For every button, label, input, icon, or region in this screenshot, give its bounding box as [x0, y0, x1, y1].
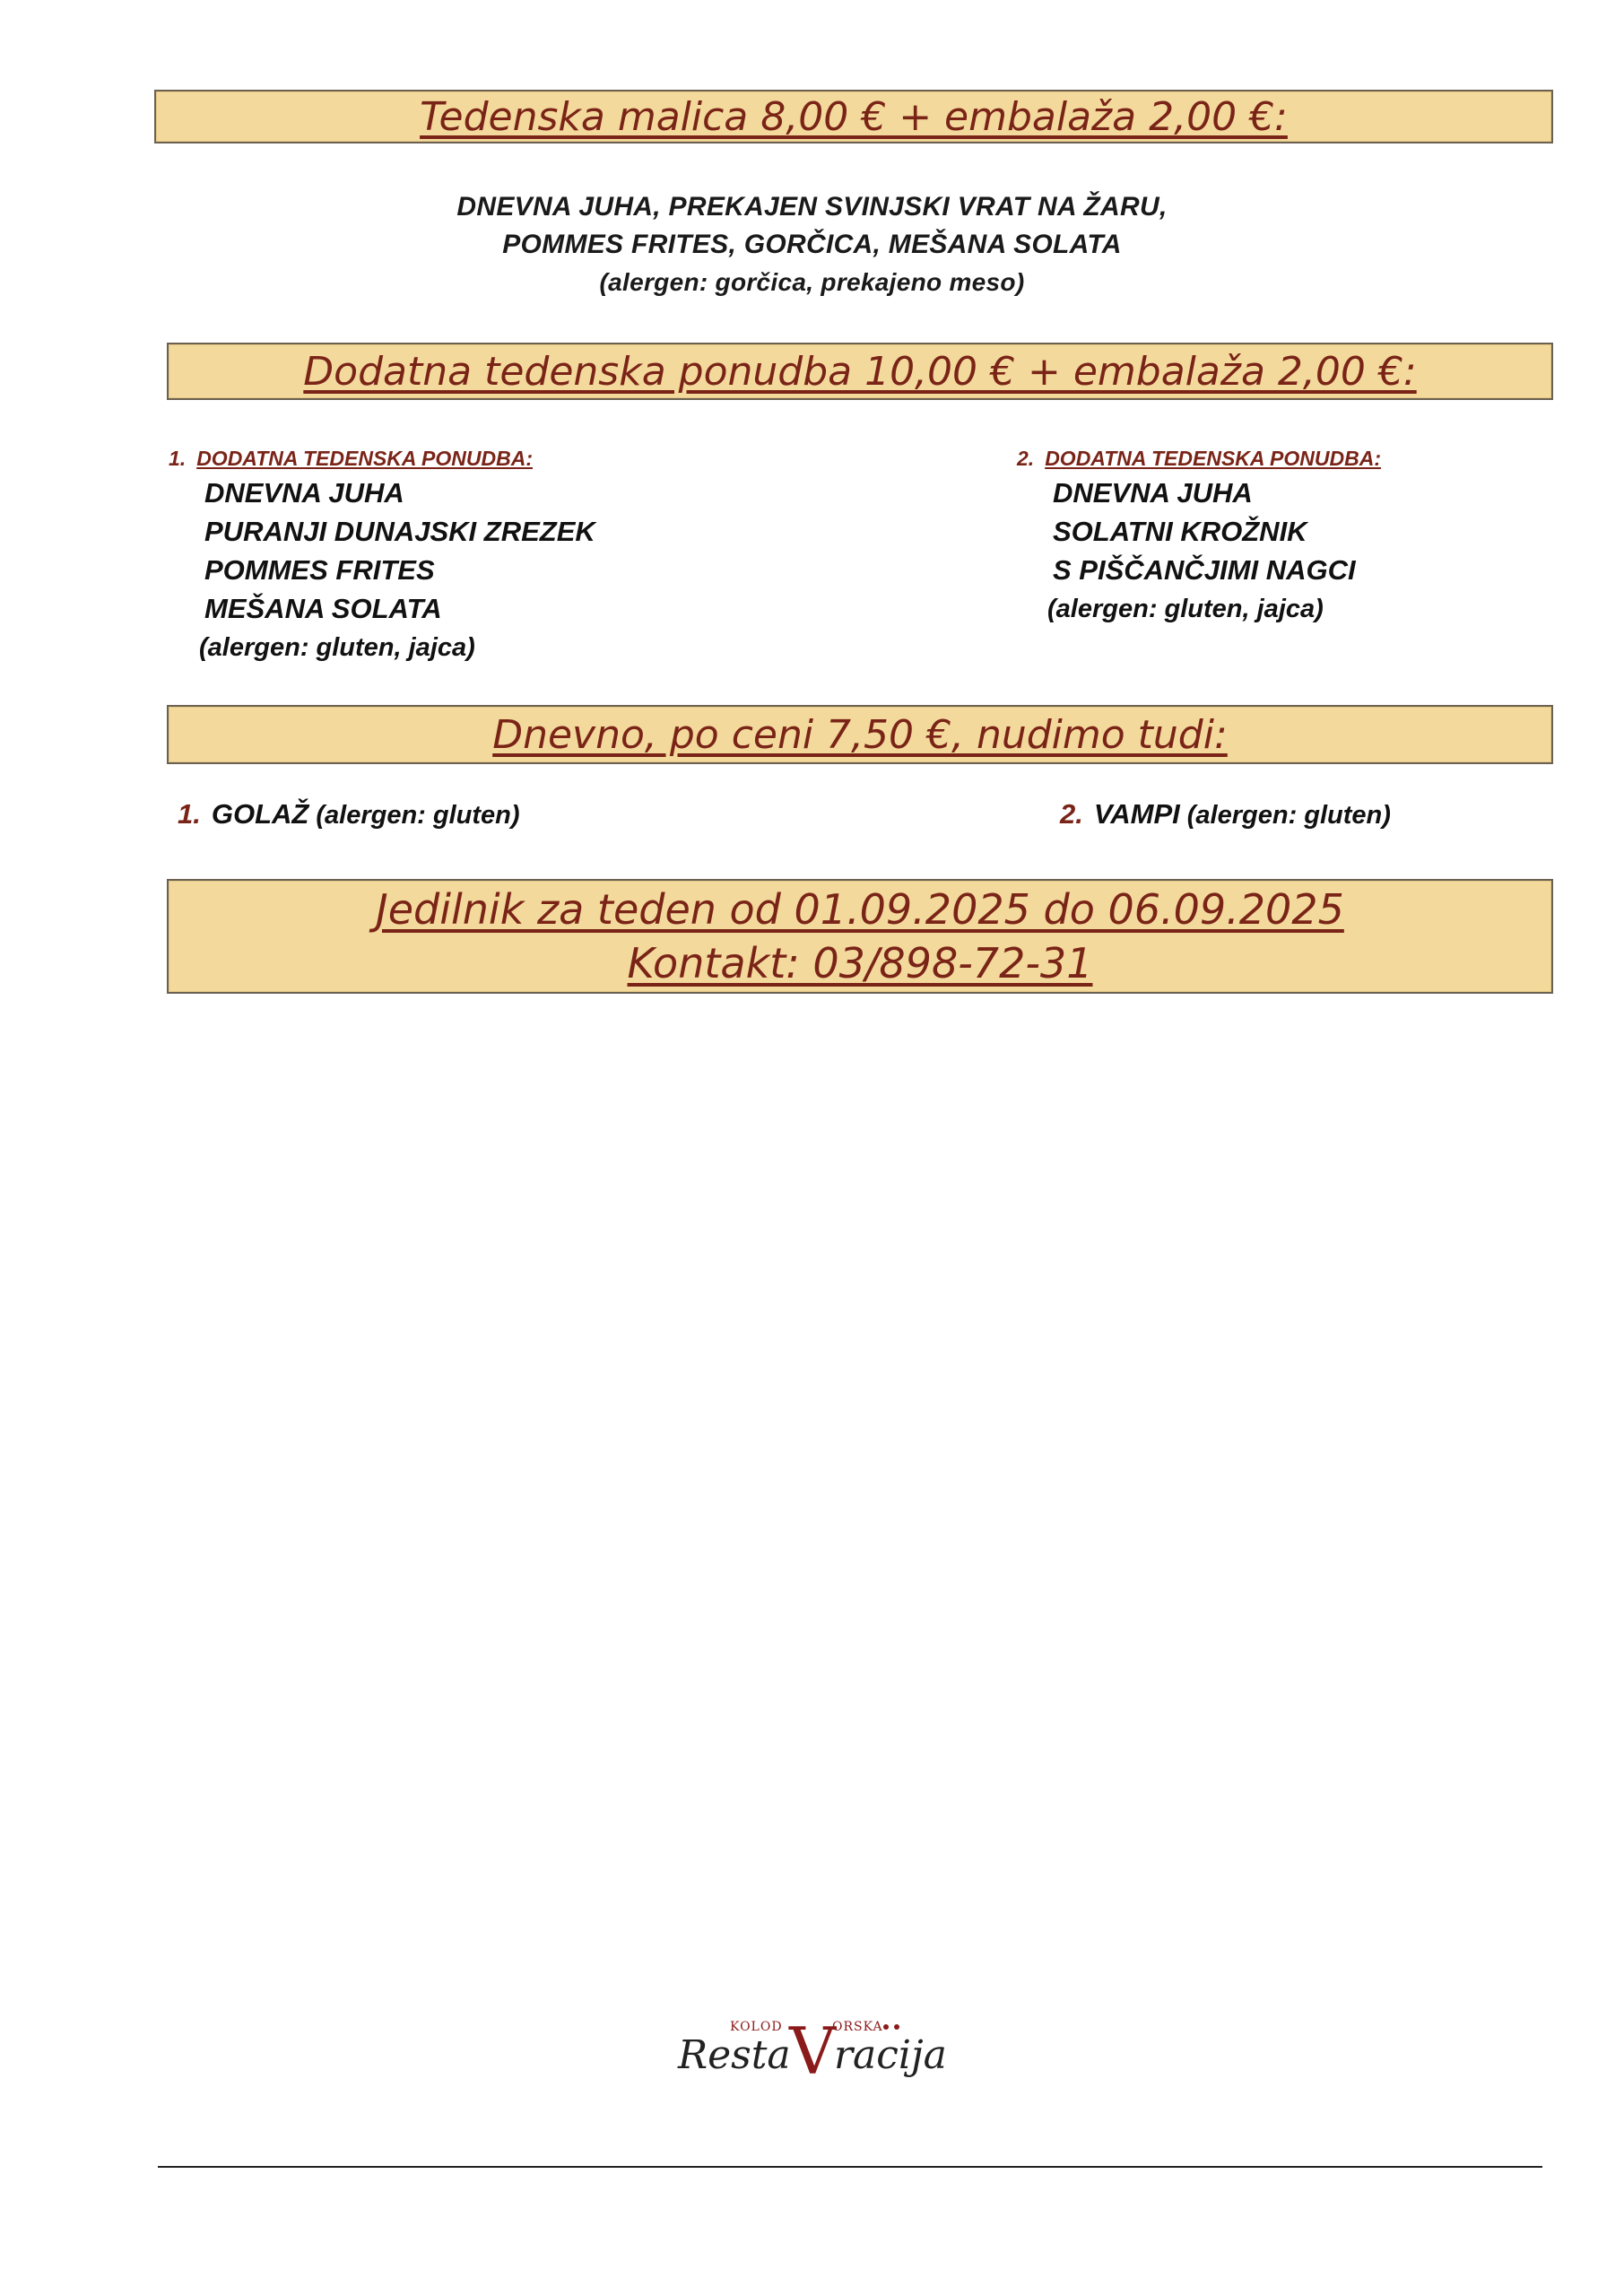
restaurant-logo [674, 2005, 979, 2086]
offer-1-item: PURANJI DUNAJSKI ZREZEK [204, 516, 595, 547]
offer-2-heading [1017, 443, 1381, 474]
offer-2-title: DODATNA TEDENSKA PONUDBA: [1045, 447, 1381, 470]
offer-1-item: DNEVNA JUHA [204, 477, 404, 509]
contact-phone: Kontakt: 03/898-72-31 [627, 939, 1093, 987]
menu-week-banner [167, 879, 1553, 994]
weekly-meal-banner: Tedenska malica 8,00 € + embalaža 2,00 €: [154, 90, 1553, 144]
offer-2-allergen: (alergen: gluten, jajca) [1047, 595, 1324, 623]
additional-offer-2 [1017, 443, 1381, 629]
menu-week-dates: Jedilnik za teden od 01.09.2025 do 06.09.2025 [376, 885, 1344, 934]
offer-1-title: DODATNA TEDENSKA PONUDBA: [196, 447, 533, 470]
offer-2-item: DNEVNA JUHA [1053, 477, 1253, 509]
additional-offer-banner: Dodatna tedenska ponudba 10,00 € + embalaža 2,00 €: [167, 343, 1553, 400]
weekly-meal-line-2: POMMES FRITES, GORČICA, MEŠANA SOLATA [502, 230, 1122, 259]
daily-item-1-number: 1. [178, 798, 201, 830]
daily-item-2-name: VAMPI [1093, 798, 1180, 830]
daily-item-2-allergen: (alergen: gluten) [1186, 801, 1391, 830]
logo-dot [883, 2024, 889, 2030]
offer-1-allergen: (alergen: gluten, jajca) [199, 633, 475, 662]
weekly-meal-line-1: DNEVNA JUHA, PREKAJEN SVINJSKI VRAT NA ŽARU, [456, 192, 1168, 222]
logo-text-orska: ORSKA [832, 2020, 883, 2034]
daily-offer-banner: Dnevno, po ceni 7,50 €, nudimo tudi: [167, 705, 1553, 764]
daily-item-1-allergen: (alergen: gluten) [316, 801, 520, 830]
offer-1-item: POMMES FRITES [204, 554, 435, 586]
bottom-divider [158, 2166, 1542, 2168]
daily-item-1 [178, 798, 520, 831]
offer-2-number: 2. [1017, 447, 1035, 470]
logo-text-resta: Resta [678, 2032, 791, 2078]
offer-2-item: S PIŠČANČJIMI NAGCI [1053, 554, 1356, 586]
offer-1-heading [169, 443, 595, 474]
daily-item-1-name: GOLAŽ [211, 798, 309, 830]
logo-letter-v: V [789, 2013, 836, 2086]
offer-1-item: MEŠANA SOLATA [204, 593, 442, 624]
additional-offer-1 [169, 443, 595, 667]
weekly-meal-items [0, 188, 1624, 301]
daily-item-2-number: 2. [1060, 798, 1083, 830]
logo-dot [894, 2024, 899, 2030]
offer-1-number: 1. [169, 447, 187, 470]
weekly-meal-allergen: (alergen: gorčica, prekajeno meso) [599, 268, 1025, 296]
daily-item-2 [1060, 798, 1391, 831]
logo-text-kolod: KOLOD [730, 2020, 783, 2034]
logo-text-racija: racija [834, 2032, 947, 2078]
offer-2-item: SOLATNI KROŽNIK [1053, 516, 1307, 547]
